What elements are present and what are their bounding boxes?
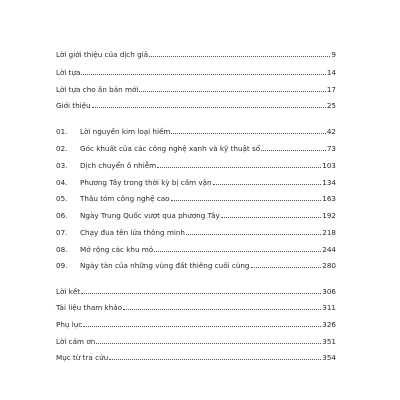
chapter-number: 07. <box>56 228 68 237</box>
toc-entry-page: 9 <box>331 50 336 59</box>
dot-leader <box>261 150 326 151</box>
dot-leader <box>186 234 321 235</box>
toc-chapter-entry[interactable] <box>56 191 336 203</box>
toc-entry-title: Mục từ tra cứu <box>56 353 109 362</box>
toc-entry-title: Thâu tóm công nghệ cao <box>80 194 170 203</box>
chapter-number: 03. <box>56 161 68 170</box>
toc-entry-title: Lời kết <box>56 287 81 296</box>
dot-leader <box>213 184 322 185</box>
dot-leader <box>171 133 325 134</box>
toc-entry-page: 25 <box>326 101 336 110</box>
toc-entry-title: Chạy đua tên lửa thông minh <box>80 228 185 237</box>
toc-entry-page: 311 <box>322 303 336 312</box>
dot-leader <box>123 309 321 310</box>
toc-entry-title: Phương Tây trong thời kỳ bị cấm vận <box>80 178 212 187</box>
toc-entry[interactable] <box>56 98 336 110</box>
chapter-number: 04. <box>56 178 68 187</box>
dot-leader <box>83 326 321 327</box>
toc-chapter-entry[interactable] <box>56 158 336 170</box>
toc-entry-page: 134 <box>322 178 336 187</box>
chapter-number: 09. <box>56 261 68 270</box>
toc-entry-page: 103 <box>322 161 336 170</box>
toc-chapter-entry[interactable] <box>56 208 336 220</box>
dot-leader <box>139 91 325 92</box>
dot-leader <box>92 107 326 108</box>
dot-leader <box>157 167 321 168</box>
chapter-number: 05. <box>56 194 68 203</box>
toc-entry-title: Lời tựa cho ấn bản mới <box>56 85 139 94</box>
toc-entry[interactable] <box>56 350 336 362</box>
toc-entry-page: 354 <box>322 353 336 362</box>
dot-leader <box>154 251 321 252</box>
toc-chapter-entry[interactable] <box>56 258 336 270</box>
toc-entry[interactable] <box>56 82 336 94</box>
dot-leader <box>96 343 321 344</box>
chapter-number: 01. <box>56 127 68 136</box>
toc-entry-page: 192 <box>322 211 336 220</box>
chapter-number: 06. <box>56 211 68 220</box>
toc-entry-page: 17 <box>326 85 336 94</box>
dot-leader <box>81 74 325 75</box>
chapter-number: 08. <box>56 245 68 254</box>
toc-entry-title: Dịch chuyển ô nhiễm <box>80 161 157 170</box>
toc-chapter-entry[interactable] <box>56 124 336 136</box>
toc-entry[interactable] <box>56 334 336 346</box>
toc-entry-title: Tài liệu tham khảo <box>56 303 123 312</box>
toc-entry-page: 42 <box>326 127 336 136</box>
toc-entry-page: 351 <box>322 337 336 346</box>
dot-leader <box>221 217 322 218</box>
toc-entry[interactable] <box>56 300 336 312</box>
toc-entry-title: Phụ lục <box>56 320 83 329</box>
toc-chapter-entry[interactable] <box>56 141 336 153</box>
toc-entry-title: Ngày Trung Quốc vượt qua phương Tây <box>80 211 220 220</box>
toc-entry-title: Lời nguyền kim loại hiếm <box>80 127 171 136</box>
dot-leader <box>109 359 321 360</box>
toc-entry[interactable] <box>56 284 336 296</box>
toc-entry-title: Giới thiệu <box>56 101 91 110</box>
toc-entry-title: Mở rộng các khu mỏ <box>80 245 154 254</box>
toc-entry-page: 326 <box>322 320 336 329</box>
toc-entry-page: 73 <box>326 144 336 153</box>
chapter-number: 02. <box>56 144 68 153</box>
toc-entry-page: 218 <box>322 228 336 237</box>
toc-entry-title: Lời giới thiệu của dịch giả <box>56 50 149 59</box>
toc-entry-title: Lời cảm ơn <box>56 337 96 346</box>
toc-entry[interactable] <box>56 317 336 329</box>
toc-entry-page: 280 <box>322 261 336 270</box>
toc-entry[interactable] <box>56 47 336 59</box>
dot-leader <box>149 56 330 57</box>
dot-leader <box>81 293 321 294</box>
toc-entry-page: 244 <box>322 245 336 254</box>
toc-entry-title: Lời tựa <box>56 68 81 77</box>
toc-entry-page: 14 <box>326 68 336 77</box>
toc-chapter-entry[interactable] <box>56 242 336 254</box>
toc-entry-title: Góc khuất của các công nghệ xanh và kỹ thuật số <box>80 144 261 153</box>
toc-entry[interactable] <box>56 65 336 77</box>
toc-entry-page: 306 <box>322 287 336 296</box>
toc-entry-page: 163 <box>322 194 336 203</box>
toc-chapter-entry[interactable] <box>56 175 336 187</box>
dot-leader <box>251 267 322 268</box>
dot-leader <box>171 200 322 201</box>
toc-entry-title: Ngày tàn của những vùng đất thiêng cuối cùng <box>80 261 250 270</box>
toc-chapter-entry[interactable] <box>56 225 336 237</box>
